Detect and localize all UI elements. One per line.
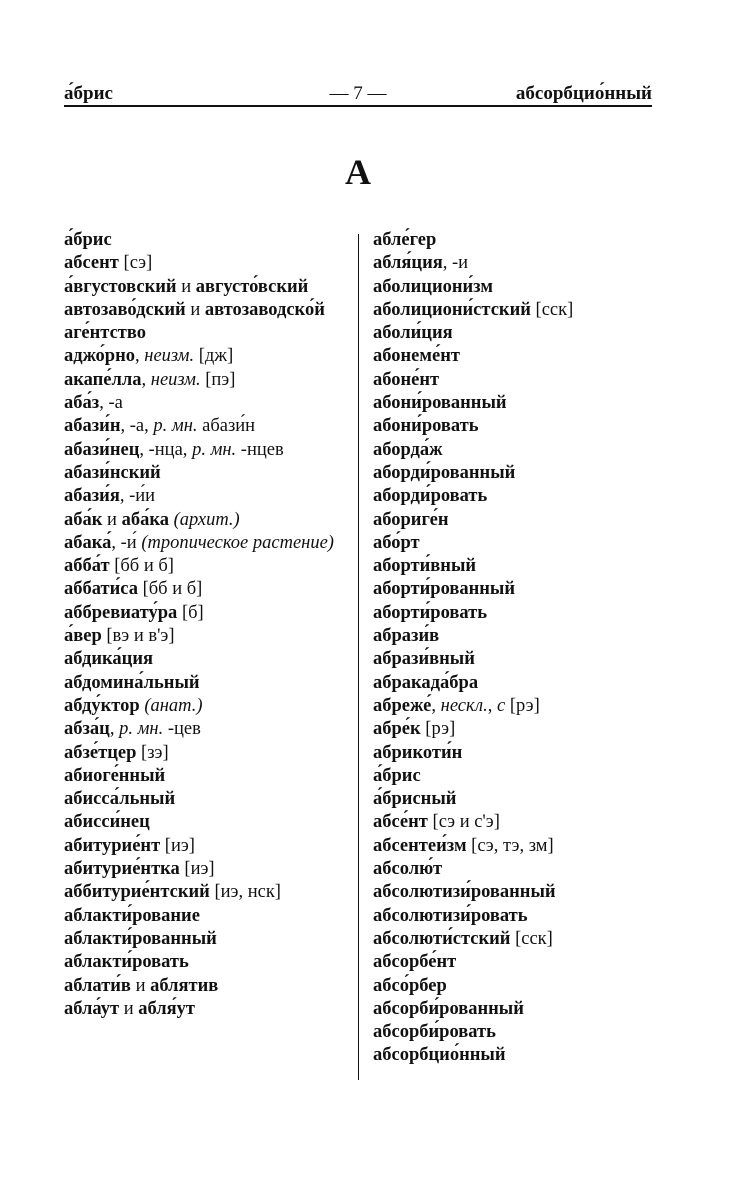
entry-headword: абитурие́нт bbox=[64, 835, 161, 856]
dictionary-entry bbox=[64, 835, 344, 858]
entry-note: [рэ] bbox=[505, 695, 540, 716]
entry-headword: аболи́ция bbox=[373, 323, 453, 344]
entry-headword: аборти́рованный bbox=[373, 579, 516, 600]
entry-label: (анат.) bbox=[139, 695, 203, 716]
dictionary-entry bbox=[64, 322, 344, 345]
entry-headword: абдомина́льный bbox=[64, 672, 200, 693]
dictionary-entry bbox=[373, 322, 653, 345]
entry-headword: а́вгустовский bbox=[64, 276, 177, 297]
entry-headword: а́брис bbox=[373, 765, 421, 786]
entry-note: -нцев bbox=[236, 439, 284, 460]
dictionary-entry bbox=[64, 905, 344, 928]
dictionary-entry bbox=[64, 415, 344, 438]
dictionary-entry bbox=[64, 625, 344, 648]
header-rule bbox=[64, 105, 652, 107]
dictionary-entry bbox=[64, 695, 344, 718]
dictionary-entry bbox=[373, 835, 653, 858]
dictionary-entry bbox=[373, 415, 653, 438]
dictionary-entry bbox=[373, 975, 653, 998]
entry-headword: абсорбцио́нный bbox=[373, 1045, 506, 1066]
entry-headword: абони́ровать bbox=[373, 416, 479, 437]
dictionary-entry bbox=[373, 229, 653, 252]
entry-headword: абака́ bbox=[64, 532, 112, 553]
entry-note: [рэ] bbox=[420, 719, 456, 740]
dictionary-entry bbox=[373, 998, 653, 1021]
entry-headword: абреже́ bbox=[373, 695, 432, 716]
entry-headword: автозаво́дский bbox=[64, 299, 186, 320]
entry-label: р. мн. bbox=[153, 416, 198, 437]
entry-headword: абла́ут bbox=[64, 998, 120, 1019]
dictionary-entry bbox=[373, 276, 653, 299]
entry-headword: абре́к bbox=[373, 719, 421, 740]
dictionary-entry bbox=[64, 578, 344, 601]
entry-headword: абрази́в bbox=[373, 626, 440, 647]
entry-headword: абсорби́ровать bbox=[373, 1022, 496, 1043]
dictionary-entry bbox=[64, 858, 344, 881]
entry-headword: абази́нский bbox=[64, 462, 161, 483]
entry-headword: абсорбе́нт bbox=[373, 952, 457, 973]
entry-note: , bbox=[487, 695, 497, 716]
entry-headword: абсентеи́зм bbox=[373, 835, 467, 856]
entry-headword: аблятив bbox=[150, 975, 219, 996]
entry-headword: аббитурие́нтский bbox=[64, 882, 210, 903]
entry-headword: абсолюти́стский bbox=[373, 928, 511, 949]
entry-headword: абсолютизи́рованный bbox=[373, 882, 556, 903]
entry-headword: абсо́рбер bbox=[373, 975, 447, 996]
entry-headword: абля́ция bbox=[373, 253, 443, 274]
entry-headword: абисси́нец bbox=[64, 812, 150, 833]
dictionary-entry bbox=[64, 975, 344, 998]
entry-note: абази́н bbox=[197, 416, 256, 437]
dictionary-entry bbox=[373, 788, 653, 811]
entry-headword: абрикоти́н bbox=[373, 742, 463, 763]
entry-label: неизм. bbox=[144, 346, 195, 367]
dictionary-entry bbox=[373, 858, 653, 881]
entry-label: с bbox=[496, 695, 506, 716]
right-column bbox=[373, 229, 653, 1068]
dictionary-entry bbox=[373, 1021, 653, 1044]
dictionary-entry bbox=[64, 509, 344, 532]
entry-note: [пэ] bbox=[200, 369, 236, 390]
entry-headword: абази́я bbox=[64, 486, 120, 507]
dictionary-entry bbox=[64, 485, 344, 508]
entry-note: , -и́и bbox=[119, 486, 156, 507]
entry-headword: аборда́ж bbox=[373, 439, 443, 460]
dictionary-entry bbox=[64, 532, 344, 555]
entry-note: [сск] bbox=[530, 299, 574, 320]
dictionary-entry bbox=[64, 648, 344, 671]
dictionary-entry bbox=[64, 439, 344, 462]
dictionary-entry bbox=[64, 811, 344, 834]
dictionary-entry bbox=[64, 742, 344, 765]
entry-note: [б] bbox=[177, 602, 204, 623]
entry-headword: а́вер bbox=[64, 626, 102, 647]
left-column bbox=[64, 229, 344, 1021]
entry-headword: аблакти́рованный bbox=[64, 928, 217, 949]
dictionary-entry bbox=[373, 672, 653, 695]
entry-note: [бб и б] bbox=[109, 556, 174, 577]
dictionary-entry bbox=[64, 299, 344, 322]
entry-note: и bbox=[130, 975, 151, 996]
dictionary-entry bbox=[64, 998, 344, 1021]
entry-headword: а́брис bbox=[64, 230, 112, 250]
entry-note: [дж] bbox=[194, 346, 234, 367]
entry-label: р. мн. bbox=[119, 719, 164, 740]
header-first-entry: а́брис bbox=[64, 83, 113, 104]
dictionary-entry bbox=[373, 951, 653, 974]
dictionary-entry bbox=[373, 462, 653, 485]
entry-headword: аба́к bbox=[64, 509, 103, 530]
entry-note: [вэ и в'э] bbox=[101, 626, 175, 647]
entry-note: , -и́ bbox=[111, 532, 142, 553]
dictionary-entry bbox=[373, 881, 653, 904]
dictionary-entry bbox=[64, 788, 344, 811]
dictionary-entry bbox=[373, 532, 653, 555]
entry-headword: абсе́нт bbox=[373, 812, 428, 833]
dictionary-entry bbox=[373, 392, 653, 415]
entry-note: , bbox=[431, 695, 441, 716]
running-header bbox=[64, 80, 652, 108]
entry-headword: абза́ц bbox=[64, 719, 110, 740]
dictionary-entry bbox=[373, 695, 653, 718]
entry-note: [зэ] bbox=[136, 742, 169, 763]
dictionary-entry bbox=[373, 555, 653, 578]
entry-headword: абдика́ция bbox=[64, 649, 154, 670]
entry-note: [иэ, нск] bbox=[209, 882, 281, 903]
dictionary-entry bbox=[373, 299, 653, 322]
entry-note: и bbox=[102, 509, 122, 530]
entry-headword: абази́н bbox=[64, 416, 121, 437]
entry-headword: аге́нтство bbox=[64, 323, 147, 344]
dictionary-entry bbox=[373, 905, 653, 928]
dictionary-entry bbox=[373, 928, 653, 951]
entry-note: [сэ и с'э] bbox=[427, 812, 500, 833]
section-letter: А bbox=[345, 152, 371, 192]
entry-headword: аджо́рно bbox=[64, 346, 136, 367]
dictionary-entry bbox=[373, 718, 653, 741]
entry-note: [иэ] bbox=[160, 835, 195, 856]
entry-note: [бб и б] bbox=[137, 579, 203, 600]
entry-headword: аблакти́ровать bbox=[64, 952, 189, 973]
dictionary-entry bbox=[64, 672, 344, 695]
entry-headword: абля́ут bbox=[138, 998, 195, 1019]
entry-note: , -а bbox=[99, 393, 123, 414]
dictionary-entry bbox=[64, 765, 344, 788]
page-number: — 7 — bbox=[329, 83, 387, 104]
dictionary-entry bbox=[373, 765, 653, 788]
entry-headword: аборди́рованный bbox=[373, 462, 516, 483]
dictionary-entry bbox=[64, 392, 344, 415]
entry-note: , bbox=[109, 719, 120, 740]
dictionary-entry bbox=[373, 602, 653, 625]
dictionary-entry bbox=[64, 951, 344, 974]
entry-label: р. мн. bbox=[192, 439, 237, 460]
entry-headword: абсорби́рованный bbox=[373, 998, 524, 1019]
entry-label: неизм. bbox=[150, 369, 201, 390]
dictionary-entry bbox=[373, 1044, 653, 1067]
dictionary-entry bbox=[373, 648, 653, 671]
dictionary-entry bbox=[373, 485, 653, 508]
entry-headword: абоне́нт bbox=[373, 369, 440, 390]
entry-note: [сск] bbox=[510, 928, 553, 949]
entry-note: , bbox=[141, 369, 151, 390]
entry-headword: абисса́льный bbox=[64, 789, 176, 810]
entry-headword: аббати́са bbox=[64, 579, 138, 600]
entry-note: -цев bbox=[163, 719, 201, 740]
entry-headword: абле́гер bbox=[373, 230, 437, 250]
entry-headword: автозаводско́й bbox=[204, 299, 325, 320]
dictionary-entry bbox=[64, 345, 344, 368]
entry-headword: абсолютизи́ровать bbox=[373, 905, 528, 926]
dictionary-entry bbox=[64, 229, 344, 252]
dictionary-entry bbox=[373, 811, 653, 834]
entry-headword: абази́нец bbox=[64, 439, 140, 460]
entry-headword: абони́рованный bbox=[373, 393, 507, 414]
entry-note: и bbox=[119, 998, 139, 1019]
entry-note: , -а, bbox=[120, 416, 154, 437]
dictionary-entry bbox=[373, 742, 653, 765]
dictionary-entry bbox=[373, 578, 653, 601]
entry-headword: абзе́тцер bbox=[64, 742, 137, 763]
entry-headword: абсент bbox=[64, 253, 119, 274]
entry-label: нескл. bbox=[440, 695, 488, 716]
dictionary-entry bbox=[64, 718, 344, 741]
entry-headword: абитурие́нтка bbox=[64, 859, 180, 880]
entry-headword: аба́ка bbox=[121, 509, 169, 530]
header-last-entry: абсорбцио́нный bbox=[515, 83, 652, 104]
dictionary-entry bbox=[64, 252, 344, 275]
entry-headword: аблакти́рование bbox=[64, 905, 200, 926]
entry-headword: aборти́вный bbox=[373, 556, 477, 577]
dictionary-entry bbox=[64, 276, 344, 299]
dictionary-entry bbox=[64, 462, 344, 485]
entry-label: (тропическое растение) bbox=[141, 532, 334, 553]
dictionary-entry bbox=[373, 369, 653, 392]
entry-headword: абориге́н bbox=[373, 509, 449, 530]
entry-headword: аббревиату́ра bbox=[64, 602, 178, 623]
dictionary-entry bbox=[64, 602, 344, 625]
entry-headword: аборти́ровать bbox=[373, 602, 488, 623]
dictionary-entry bbox=[373, 345, 653, 368]
entry-headword: а́брисный bbox=[373, 789, 457, 810]
entry-note: и bbox=[185, 299, 205, 320]
entry-headword: абракада́бра bbox=[373, 672, 479, 693]
entry-headword: абду́ктор bbox=[64, 695, 140, 716]
entry-headword: аблати́в bbox=[64, 975, 131, 996]
dictionary-entry bbox=[64, 881, 344, 904]
entry-note: , -нца, bbox=[139, 439, 193, 460]
entry-note: , -и bbox=[442, 253, 469, 274]
entry-headword: августо́вский bbox=[195, 276, 309, 297]
entry-headword: абрази́вный bbox=[373, 649, 475, 670]
column-divider bbox=[358, 234, 359, 1080]
dictionary-entry bbox=[373, 509, 653, 532]
entry-headword: абба́т bbox=[64, 556, 110, 577]
dictionary-entry bbox=[64, 555, 344, 578]
entry-note: [сэ] bbox=[118, 253, 153, 274]
entry-headword: акапе́лла bbox=[64, 369, 142, 390]
entry-note: , bbox=[135, 346, 145, 367]
dictionary-entry bbox=[373, 439, 653, 462]
dictionary-entry bbox=[373, 252, 653, 275]
entry-headword: аба́з bbox=[64, 393, 100, 414]
entry-note: [сэ, тэ, зм] bbox=[466, 835, 554, 856]
entry-headword: абонеме́нт bbox=[373, 346, 460, 367]
entry-headword: абсолю́т bbox=[373, 859, 443, 880]
entry-note: и bbox=[176, 276, 196, 297]
entry-headword: аборди́ровать bbox=[373, 486, 488, 507]
entry-headword: аболициони́стский bbox=[373, 299, 531, 320]
dictionary-entry bbox=[373, 625, 653, 648]
entry-headword: абиоге́нный bbox=[64, 765, 166, 786]
entry-headword: аболициони́зм bbox=[373, 276, 493, 297]
dictionary-entry bbox=[64, 928, 344, 951]
entry-note: [иэ] bbox=[179, 859, 215, 880]
entry-label: (архит.) bbox=[168, 509, 240, 530]
dictionary-entry bbox=[64, 369, 344, 392]
entry-headword: або́рт bbox=[373, 532, 420, 553]
